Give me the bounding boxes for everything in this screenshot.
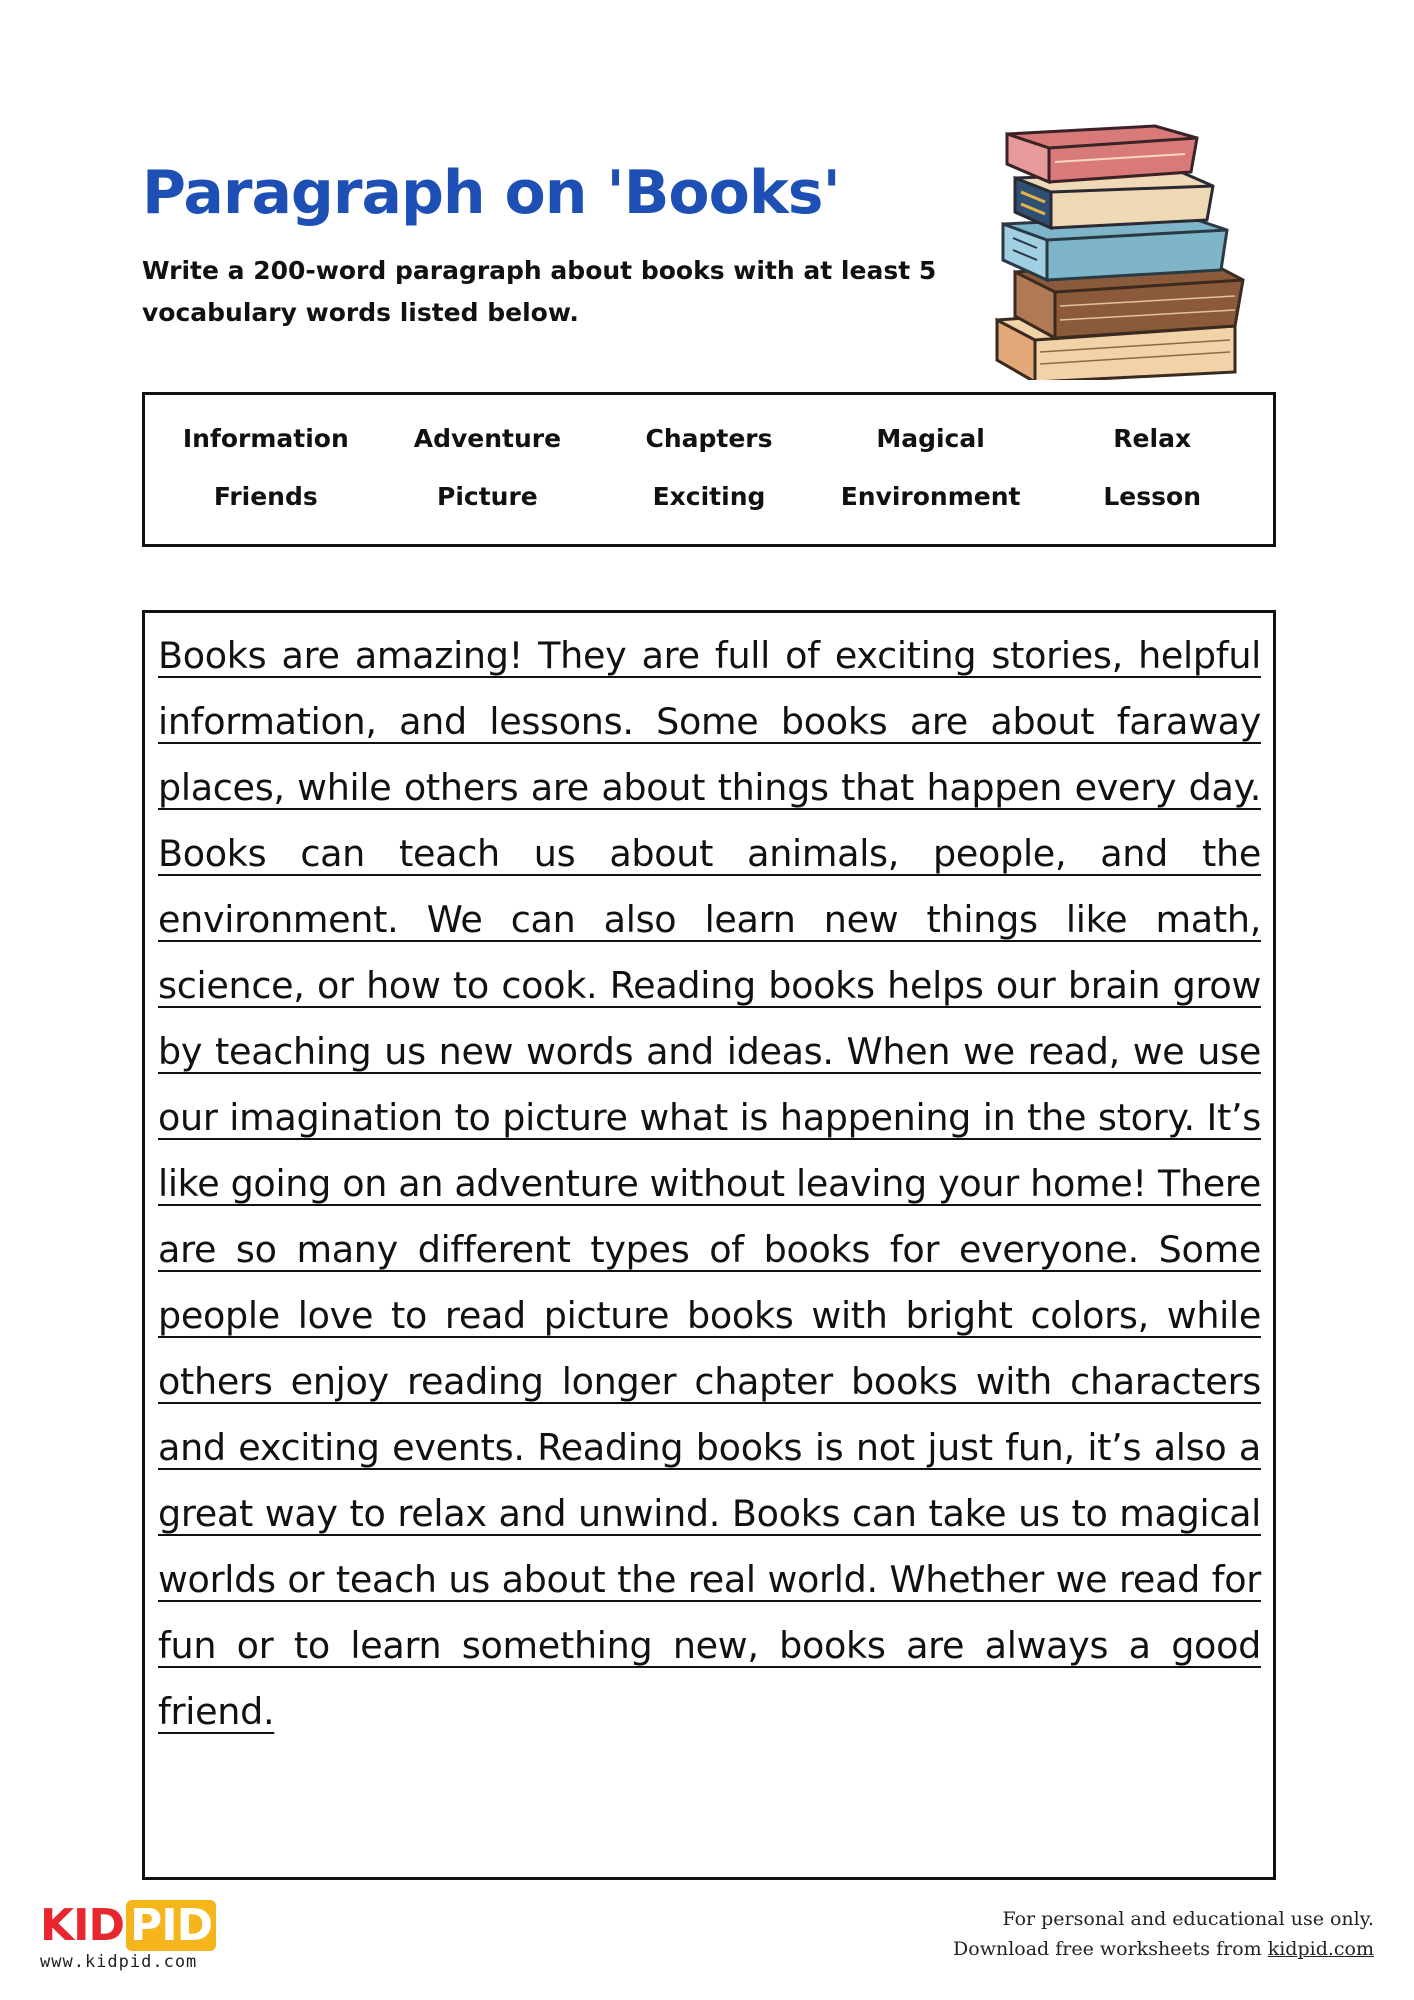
vocab-word: Relax bbox=[1113, 423, 1192, 453]
vocabulary-box bbox=[142, 392, 1276, 547]
vocab-word: Adventure bbox=[413, 423, 562, 453]
vocab-word: Lesson bbox=[1103, 482, 1201, 512]
vocab-word: Magical bbox=[876, 423, 985, 453]
footer-note bbox=[953, 1904, 1374, 1964]
vocab-word: Friends bbox=[213, 482, 318, 512]
logo-url: www.kidpid.com bbox=[40, 1952, 198, 1972]
vocab-word: Environment bbox=[840, 482, 1021, 512]
vocab-word: Picture bbox=[437, 482, 538, 512]
kidpid-link[interactable]: kidpid.com bbox=[1267, 1938, 1374, 1960]
vocab-word: Exciting bbox=[652, 482, 766, 512]
book-pink bbox=[1007, 126, 1197, 182]
logo-pid: PID bbox=[126, 1900, 216, 1951]
paragraph-box bbox=[142, 610, 1276, 1880]
page-title: Paragraph on 'Books' bbox=[142, 158, 840, 228]
kidpid-logo bbox=[40, 1900, 240, 1970]
logo-kid: KID bbox=[40, 1900, 124, 1951]
instructions-text: Write a 200-word paragraph about books with at least 5 vocabulary words listed below. bbox=[142, 256, 937, 327]
stack-of-books-icon bbox=[985, 120, 1255, 380]
paragraph-text: Books are amazing! They are full of exciting stories, helpful information, and lessons. Some books are about faraway places, while others are about things that happen every day. Books can teach us about animals, people, and the environment. We can also learn new things like math, science, or how to cook. Reading books helps our brain grow by teaching us new words and ideas. When we read, we use our imagination to picture what is happening in the story. It’s like going on an adventure without leaving your home! There are so many different types of books for everyone. Some people love to read picture books with bright colors, while others enjoy reading longer chapter books with characters and exciting events. Reading books is not just fun, it’s also a great way to relax and unwind. Books can take us to magical worlds or teach us about the real world. Whether we read for fun or to learn something new, books are always a good friend. bbox=[158, 634, 1261, 1733]
logo-wordmark bbox=[40, 1900, 216, 1951]
footer-line-2 bbox=[953, 1934, 1374, 1964]
footer-line-2-text: Download free worksheets from bbox=[953, 1938, 1268, 1960]
vocab-word: Chapters bbox=[645, 423, 773, 453]
vocab-word: Information bbox=[182, 423, 349, 453]
footer-line-1: For personal and educational use only. bbox=[1002, 1908, 1374, 1930]
